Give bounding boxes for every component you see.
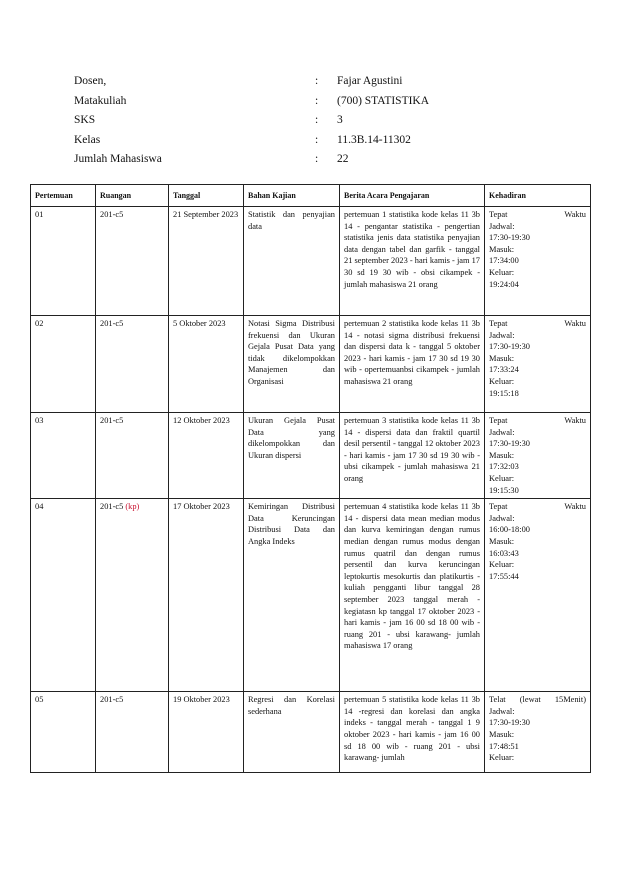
ruangan-text: 201-c5 bbox=[100, 502, 124, 512]
kehadiran-line: 17:48:51 bbox=[489, 741, 519, 751]
column-header-ruangan: Ruangan bbox=[96, 185, 169, 207]
info-value: 22 bbox=[337, 153, 349, 165]
kehadiran-line: Masuk: bbox=[489, 353, 515, 363]
kehadiran-line: 17:30-19:30 bbox=[489, 342, 530, 352]
kehadiran-line: Masuk: bbox=[489, 244, 515, 254]
kehadiran-line: 17:34:00 bbox=[489, 256, 519, 266]
cell-tanggal: 17 Oktober 2023 bbox=[169, 499, 244, 692]
cell-kehadiran bbox=[485, 316, 591, 413]
kehadiran-line: Jadwal: bbox=[489, 513, 515, 523]
kehadiran-line: Keluar: bbox=[489, 376, 515, 386]
info-row-sks bbox=[74, 111, 474, 131]
table-row bbox=[31, 499, 591, 692]
info-row-jumlah-mahasiswa bbox=[74, 150, 474, 170]
info-separator: : bbox=[315, 133, 319, 146]
info-row-matakuliah bbox=[74, 92, 474, 112]
cell-tanggal: 5 Oktober 2023 bbox=[169, 316, 244, 413]
column-header-kehadiran: Kehadiran bbox=[485, 185, 591, 207]
cell-berita-acara: pertemuan 3 statistika kode kelas 11 3b 14 - dispersi data dan fraktil quartil desil persentil - tanggal 12 oktober 2023 - hari kamis - jam 17 30 sd 19 30 wib - ubsi cikampek - jumlah mahasiswa 21 orang bbox=[340, 413, 485, 499]
cell-berita-acara: pertemuan 2 statistika kode kelas 11 3b 14 - notasi sigma distribusi frekuensi dan dispersi data k - tanggal 5 oktober 2023 - hari kamis - jam 17 30 sd 19 30 wib - opertemuanbsi cikampek - jumlah mahasiswa 21 orang bbox=[340, 316, 485, 413]
cell-ruangan bbox=[96, 499, 169, 692]
info-row-dosen bbox=[74, 72, 474, 92]
table-row bbox=[31, 692, 591, 773]
kehadiran-line: 17:33:24 bbox=[489, 365, 519, 375]
cell-bahan-kajian: Notasi Sigma Distribusi frekuensi dan Ukuran Gejala Pusat Data yang tidak dikelompokkan Manajemen dan Organisasi bbox=[244, 316, 340, 413]
cell-pertemuan: 05 bbox=[31, 692, 96, 773]
info-label: SKS bbox=[74, 114, 96, 126]
kehadiran-line: 17:30-19:30 bbox=[489, 439, 530, 449]
cell-berita-acara: pertemuan 4 statistika kode kelas 11 3b 14 - dispersi data mean median modus dan kurva kemiringan dengan rumus median dengan rumus modus dengan rumus quatril dan dengan rumus persentil dan kurva keruncingan leptokurtis mesokurtis dan platikurtis - kuliah pengganti libur tanggal 28 september 2023 tanggal merah - kegiatasn kp tanggal 17 oktober 2023 - hari kamis - jam 16 00 sd 18 00 wib - ruang 201 - ubsi karawang- jumlah mahasiswa 17 orang bbox=[340, 499, 485, 692]
cell-tanggal: 12 Oktober 2023 bbox=[169, 413, 244, 499]
kehadiran-status: Telat (lewat 15Menit) bbox=[489, 695, 586, 705]
kehadiran-line: Keluar: bbox=[489, 753, 515, 763]
info-label: Jumlah Mahasiswa bbox=[74, 153, 162, 165]
ruangan-text: 201-c5 bbox=[100, 416, 124, 425]
ruangan-text: 201-c5 bbox=[100, 695, 124, 705]
info-value: Fajar Agustini bbox=[337, 75, 403, 87]
cell-pertemuan: 04 bbox=[31, 499, 96, 692]
info-separator: : bbox=[315, 75, 319, 87]
cell-ruangan bbox=[96, 692, 169, 773]
cell-tanggal: 21 September 2023 bbox=[169, 207, 244, 316]
cell-ruangan bbox=[96, 413, 169, 499]
column-header-tanggal: Tanggal bbox=[169, 185, 244, 207]
kehadiran-status: Tepat Waktu bbox=[489, 416, 586, 425]
cell-kehadiran bbox=[485, 413, 591, 499]
cell-kehadiran bbox=[485, 207, 591, 316]
ruangan-text: 201-c5 bbox=[100, 210, 124, 219]
ruangan-text: 201-c5 bbox=[100, 319, 124, 328]
cell-bahan-kajian: Ukuran Gejala Pusat Data yang dikelompokkan dan Ukuran dispersi bbox=[244, 413, 340, 499]
kehadiran-status: Tepat Waktu bbox=[489, 210, 586, 219]
table-row bbox=[31, 207, 591, 316]
info-separator: : bbox=[315, 94, 319, 107]
cell-bahan-kajian: Kemiringan Distribusi Data Keruncingan Distribusi Data dan Angka Indeks bbox=[244, 499, 340, 692]
cell-pertemuan: 02 bbox=[31, 316, 96, 413]
kehadiran-line: Jadwal: bbox=[489, 221, 515, 231]
cell-berita-acara: pertemuan 5 statistika kode kelas 11 3b 14 -regresi dan korelasi dan angka indeks - tanggal merah - tanggal 1 9 oktober 2023 - hari kamis - jam 16 00 sd 18 00 wib - ruang 201 - ubsi karawang- jumlah bbox=[340, 692, 485, 773]
kehadiran-line: 19:24:04 bbox=[489, 279, 519, 289]
cell-berita-acara: pertemuan 1 statistika kode kelas 11 3b 14 - pengantar statistika - pengertian statistika jenis data statistika penyajian data dengan tabel dan garfik - tanggal 21 september 2023 - hari kamis - jam 17 30 sd 19 30 wib - obsi cikampek - jumlah mahasiswa 21 orang bbox=[340, 207, 485, 316]
table-row bbox=[31, 413, 591, 499]
info-label: Dosen, bbox=[74, 75, 107, 87]
cell-ruangan bbox=[96, 207, 169, 316]
kehadiran-status: Tepat Waktu bbox=[489, 319, 586, 328]
column-header-pertemuan: Pertemuan bbox=[31, 185, 96, 207]
kehadiran-line: 17:30-19:30 bbox=[489, 718, 530, 728]
cell-ruangan bbox=[96, 316, 169, 413]
kehadiran-line: 17:30-19:30 bbox=[489, 233, 530, 243]
kehadiran-line: Keluar: bbox=[489, 473, 515, 483]
info-label: Kelas bbox=[74, 133, 101, 146]
kehadiran-line: 16:03:43 bbox=[489, 548, 519, 558]
info-value: 3 bbox=[337, 114, 343, 126]
kehadiran-line: 19:15:30 bbox=[489, 485, 519, 495]
info-separator: : bbox=[315, 114, 319, 126]
kehadiran-line: 17:55:44 bbox=[489, 571, 519, 581]
cell-kehadiran bbox=[485, 692, 591, 773]
column-header-bahan-kajian: Bahan Kajian bbox=[244, 185, 340, 207]
info-separator: : bbox=[315, 153, 319, 165]
column-header-berita-acara: Berita Acara Pengajaran bbox=[340, 185, 485, 207]
cell-kehadiran bbox=[485, 499, 591, 692]
kehadiran-status: Tepat Waktu bbox=[489, 502, 586, 512]
cell-tanggal: 19 Oktober 2023 bbox=[169, 692, 244, 773]
attendance-table bbox=[30, 184, 591, 773]
cell-bahan-kajian: Statistik dan penyajian data bbox=[244, 207, 340, 316]
kehadiran-line: Jadwal: bbox=[489, 706, 515, 716]
ruangan-note-kp: (kp) bbox=[125, 502, 140, 512]
kehadiran-line: Masuk: bbox=[489, 536, 515, 546]
table-row bbox=[31, 316, 591, 413]
cell-bahan-kajian: Regresi dan Korelasi sederhana bbox=[244, 692, 340, 773]
table-header-row bbox=[31, 185, 591, 207]
kehadiran-line: Jadwal: bbox=[489, 330, 515, 340]
kehadiran-line: Masuk: bbox=[489, 450, 515, 460]
kehadiran-line: 17:32:03 bbox=[489, 462, 519, 472]
kehadiran-line: Keluar: bbox=[489, 267, 515, 277]
kehadiran-line: Masuk: bbox=[489, 729, 515, 739]
info-row-kelas bbox=[74, 131, 474, 151]
info-label: Matakuliah bbox=[74, 94, 127, 107]
course-info bbox=[74, 72, 474, 170]
info-value: 11.3B.14-11302 bbox=[337, 133, 411, 146]
info-value: (700) STATISTIKA bbox=[337, 94, 430, 107]
kehadiran-line: Keluar: bbox=[489, 560, 515, 570]
kehadiran-line: Jadwal: bbox=[489, 427, 515, 437]
cell-pertemuan: 01 bbox=[31, 207, 96, 316]
kehadiran-line: 19:15:18 bbox=[489, 388, 519, 398]
cell-pertemuan: 03 bbox=[31, 413, 96, 499]
kehadiran-line: 16:00-18:00 bbox=[489, 525, 530, 535]
